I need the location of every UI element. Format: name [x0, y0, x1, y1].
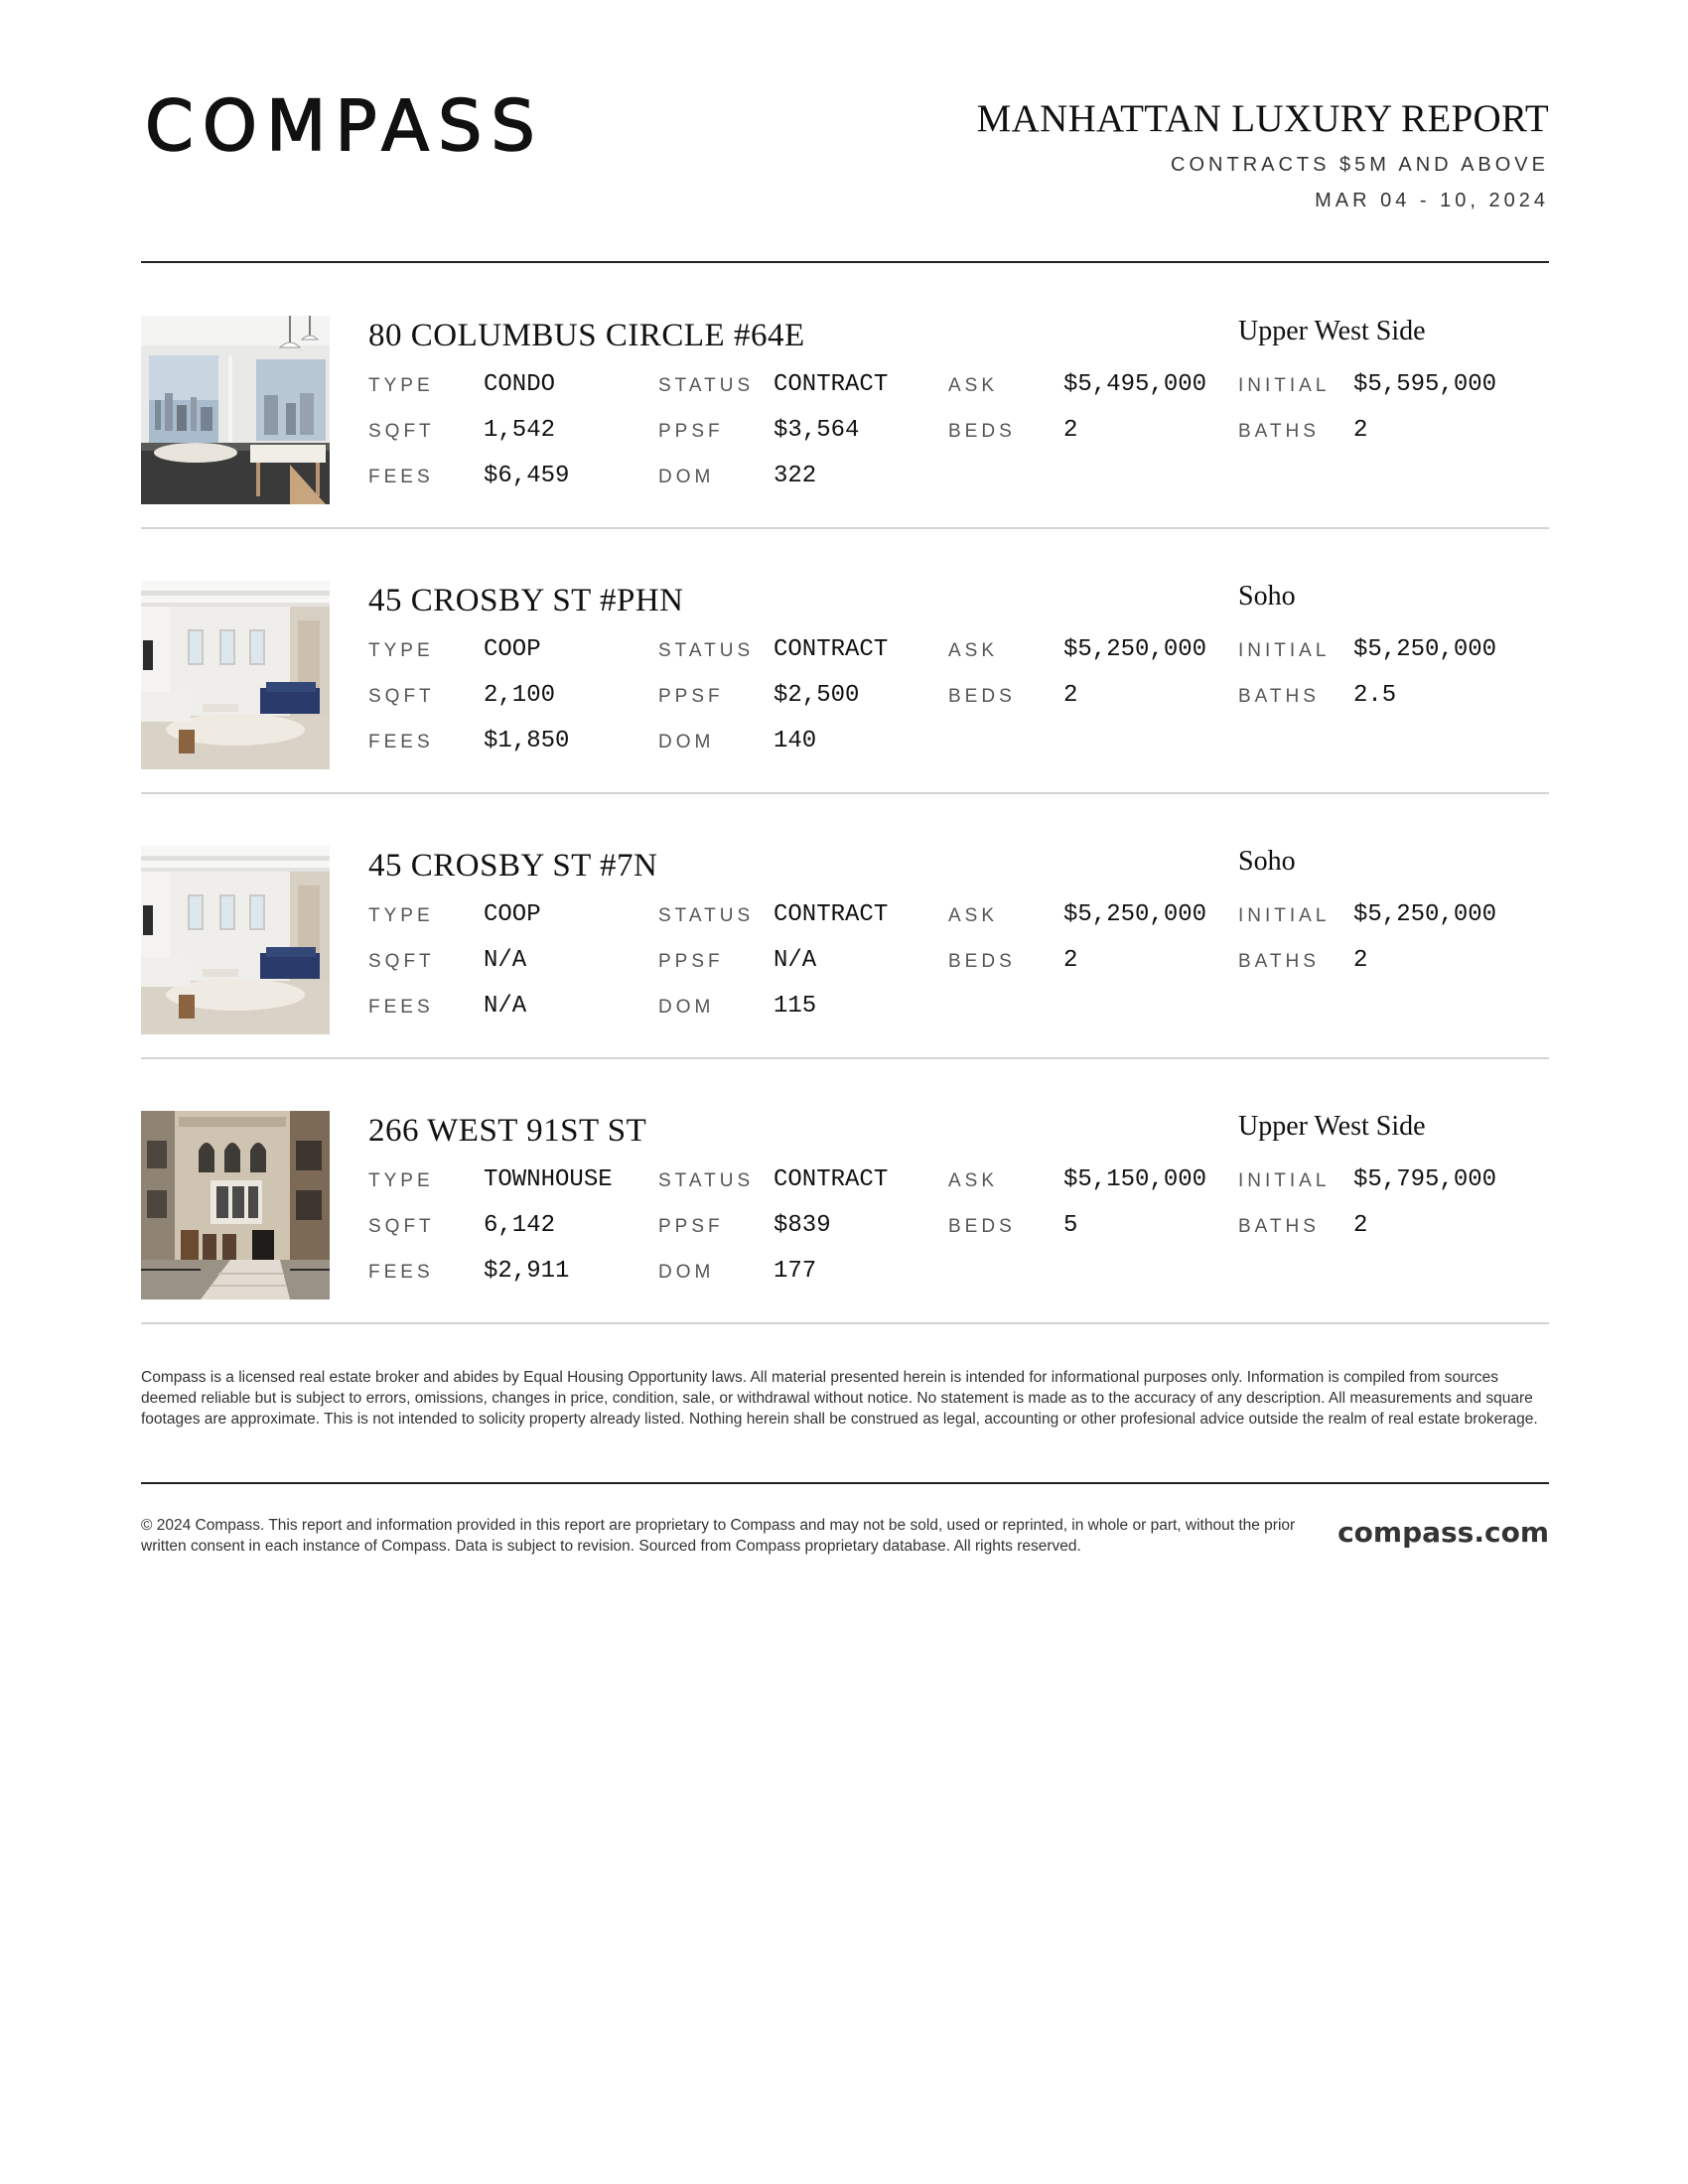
ask-value: $5,250,000 — [1063, 901, 1207, 928]
baths-value: 2 — [1353, 947, 1368, 974]
status-label: STATUS — [658, 375, 755, 396]
baths-label: BATHS — [1238, 1216, 1320, 1237]
initial-value: $5,250,000 — [1353, 636, 1497, 663]
dom-label: DOM — [658, 732, 715, 752]
fees-label: FEES — [368, 732, 434, 752]
status-label: STATUS — [658, 905, 755, 926]
dom-label: DOM — [658, 1262, 715, 1283]
status-value: CONTRACT — [774, 1166, 889, 1193]
ppsf-value: N/A — [774, 947, 817, 974]
status-value: CONTRACT — [774, 636, 889, 663]
copyright-notice: © 2024 Compass. This report and information provided in this report are proprietary to Compass and may not be sold, used or reprinted, in whole or part, without the prior written consent in each instance of Compass. Data is subject to revision. Sourced from Compass proprietary database. All rights reserved. — [141, 1517, 1296, 1555]
initial-label: INITIAL — [1238, 375, 1331, 396]
sqft-label: SQFT — [368, 951, 435, 972]
ppsf-label: PPSF — [658, 686, 724, 707]
ppsf-label: PPSF — [658, 421, 724, 442]
baths-value: 2 — [1353, 1212, 1368, 1239]
loft-interior-photo — [141, 846, 330, 1034]
baths-label: BATHS — [1238, 686, 1320, 707]
ask-value: $5,150,000 — [1063, 1166, 1207, 1193]
baths-label: BATHS — [1238, 421, 1320, 442]
report-title: MANHATTAN LUXURY REPORT — [976, 97, 1549, 140]
type-value: CONDO — [484, 371, 556, 398]
report-dates: MAR 04 - 10, 2024 — [1315, 190, 1549, 211]
listing-address: 45 CROSBY ST #7N — [368, 848, 658, 884]
baths-value: 2.5 — [1353, 682, 1397, 709]
initial-value: $5,795,000 — [1353, 1166, 1497, 1193]
ppsf-value: $839 — [774, 1212, 831, 1239]
listing-neighborhood: Soho — [1238, 581, 1296, 612]
type-label: TYPE — [368, 640, 434, 661]
listing-address: 266 WEST 91ST ST — [368, 1113, 647, 1149]
sqft-value: 2,100 — [484, 682, 556, 709]
dom-label: DOM — [658, 997, 715, 1018]
fees-value: $6,459 — [484, 463, 570, 489]
dom-value: 140 — [774, 728, 817, 754]
condo-interior-photo — [141, 316, 330, 504]
type-value: TOWNHOUSE — [484, 1166, 613, 1193]
beds-label: BEDS — [948, 421, 1016, 442]
initial-label: INITIAL — [1238, 640, 1331, 661]
loft-interior-photo — [141, 581, 330, 769]
compass-logo: COMPASS — [145, 85, 544, 167]
type-label: TYPE — [368, 375, 434, 396]
listing-address: 80 COLUMBUS CIRCLE #64E — [368, 318, 805, 353]
site-link[interactable]: compass.com — [1337, 1516, 1549, 1549]
sqft-label: SQFT — [368, 421, 435, 442]
ask-label: ASK — [948, 1170, 999, 1191]
initial-value: $5,250,000 — [1353, 901, 1497, 928]
fees-value: $1,850 — [484, 728, 570, 754]
type-label: TYPE — [368, 1170, 434, 1191]
beds-value: 2 — [1063, 947, 1078, 974]
type-value: COOP — [484, 636, 541, 663]
listing-row — [141, 1059, 1549, 1324]
beds-value: 2 — [1063, 417, 1078, 444]
ppsf-label: PPSF — [658, 1216, 724, 1237]
ask-label: ASK — [948, 640, 999, 661]
ask-value: $5,250,000 — [1063, 636, 1207, 663]
report-page — [141, 0, 1549, 1555]
beds-value: 5 — [1063, 1212, 1078, 1239]
ask-label: ASK — [948, 905, 999, 926]
ask-value: $5,495,000 — [1063, 371, 1207, 398]
footer-divider — [141, 1482, 1549, 1484]
dom-value: 322 — [774, 463, 817, 489]
ppsf-value: $3,564 — [774, 417, 860, 444]
dom-label: DOM — [658, 467, 715, 487]
beds-label: BEDS — [948, 951, 1016, 972]
legal-disclaimer: Compass is a licensed real estate broker and abides by Equal Housing Opportunity laws. All material presented herein is intended for informational purposes only. Information is compiled from sources deemed reliable but is subject to errors, omissions, changes in price, condition, sale, or withdrawal without notice. No statement is made as to the accuracy of any description. All measurements and square footages are approximate. This is not intended to solicity property already listed. Nothing herein shall be construed as legal, accounting or other profesional advice outside the realm of real estate brokerage. — [141, 1369, 1538, 1428]
listing-row — [141, 794, 1549, 1059]
beds-label: BEDS — [948, 1216, 1016, 1237]
listing-neighborhood: Upper West Side — [1238, 1111, 1426, 1142]
sqft-value: 6,142 — [484, 1212, 556, 1239]
report-header — [141, 0, 1549, 264]
type-label: TYPE — [368, 905, 434, 926]
sqft-label: SQFT — [368, 686, 435, 707]
fees-value: $2,911 — [484, 1258, 570, 1285]
initial-label: INITIAL — [1238, 905, 1331, 926]
initial-value: $5,595,000 — [1353, 371, 1497, 398]
dom-value: 115 — [774, 993, 817, 1020]
listing-row — [141, 529, 1549, 794]
fees-label: FEES — [368, 997, 434, 1018]
baths-label: BATHS — [1238, 951, 1320, 972]
sqft-value: N/A — [484, 947, 527, 974]
type-value: COOP — [484, 901, 541, 928]
header-divider — [141, 261, 1549, 263]
townhouse-facade-photo — [141, 1111, 330, 1299]
dom-value: 177 — [774, 1258, 817, 1285]
beds-value: 2 — [1063, 682, 1078, 709]
fees-value: N/A — [484, 993, 527, 1020]
ppsf-value: $2,500 — [774, 682, 860, 709]
status-label: STATUS — [658, 640, 755, 661]
ppsf-label: PPSF — [658, 951, 724, 972]
sqft-value: 1,542 — [484, 417, 556, 444]
status-label: STATUS — [658, 1170, 755, 1191]
fees-label: FEES — [368, 467, 434, 487]
beds-label: BEDS — [948, 686, 1016, 707]
ask-label: ASK — [948, 375, 999, 396]
listing-address: 45 CROSBY ST #PHN — [368, 583, 684, 618]
listing-neighborhood: Soho — [1238, 846, 1296, 877]
status-value: CONTRACT — [774, 371, 889, 398]
listing-neighborhood: Upper West Side — [1238, 316, 1426, 346]
sqft-label: SQFT — [368, 1216, 435, 1237]
status-value: CONTRACT — [774, 901, 889, 928]
fees-label: FEES — [368, 1262, 434, 1283]
baths-value: 2 — [1353, 417, 1368, 444]
listing-row — [141, 264, 1549, 529]
report-subtitle: CONTRACTS $5M AND ABOVE — [1171, 154, 1549, 176]
initial-label: INITIAL — [1238, 1170, 1331, 1191]
